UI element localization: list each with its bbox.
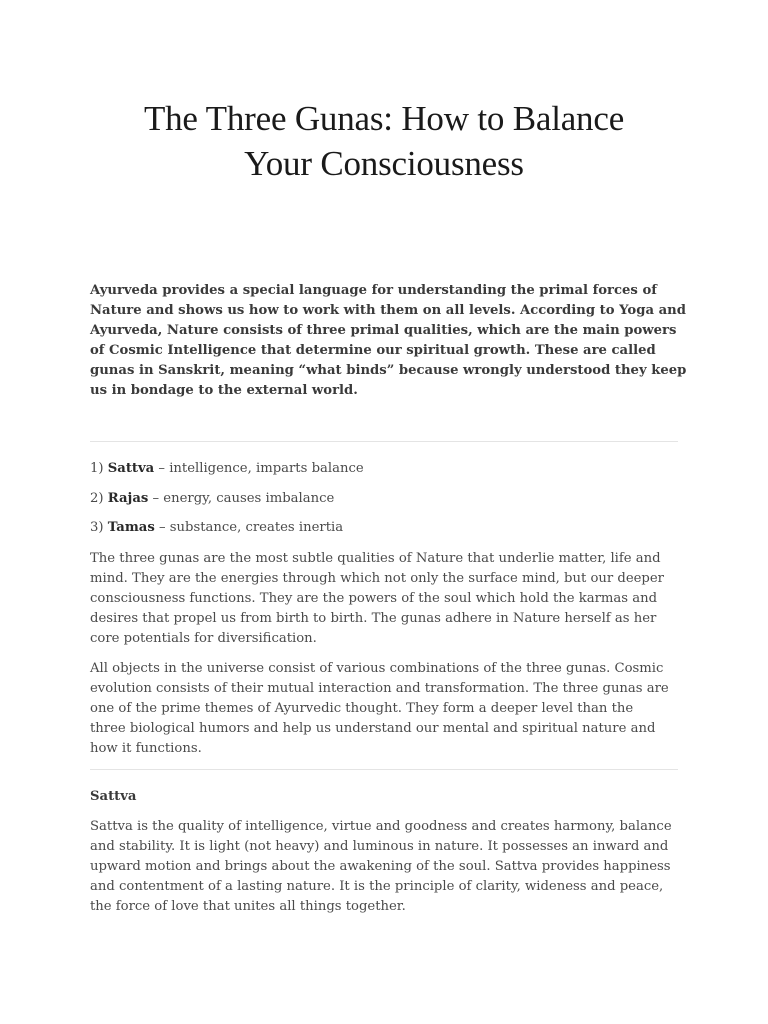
guna-name: Sattva — [107, 461, 155, 476]
intro-paragraph — [90, 281, 687, 401]
paragraph-line: desires that propel us from birth to birth. The gunas adhere in Nature herself as her — [90, 611, 657, 626]
paragraph-line: and contentment of a lasting nature. It is the principle of clarity, wideness and peace, — [90, 879, 664, 894]
body-paragraph-combinations — [90, 659, 690, 759]
paragraph-line: The three gunas are the most subtle qualities of Nature that underlie matter, life and — [90, 551, 661, 566]
guna-description: – intelligence, imparts balance — [154, 461, 364, 476]
paragraph-line: consciousness functions. They are the powers of the soul which hold the karmas and — [90, 591, 658, 606]
guna-name: Tamas — [107, 520, 155, 535]
paragraph-line: upward motion and brings about the awakening of the soul. Sattva provides happiness — [90, 859, 671, 874]
section-divider — [90, 769, 678, 770]
intro-line: us in bondage to the external world. — [90, 383, 358, 398]
guna-list-item-tamas — [90, 518, 343, 538]
guna-description: – substance, creates inertia — [154, 520, 344, 535]
paragraph-line: core potentials for diversification. — [90, 631, 317, 646]
intro-line: Ayurveda provides a special language for understanding the primal forces of — [90, 283, 657, 298]
intro-line: Ayurveda, Nature consists of three primal qualities, which are the main powers — [90, 323, 677, 338]
paragraph-line: All objects in the universe consist of various combinations of the three gunas. Cosmic — [90, 661, 664, 676]
intro-line: gunas in Sanskrit, meaning “what binds” because wrongly understood they keep — [90, 363, 687, 378]
guna-description: – energy, causes imbalance — [148, 491, 335, 506]
section-heading-sattva: Sattva — [90, 789, 137, 804]
guna-list-item-rajas — [90, 489, 334, 509]
body-paragraph-sattva — [90, 817, 690, 917]
list-number: 1) — [90, 461, 104, 476]
guna-list-item-sattva — [90, 459, 364, 479]
paragraph-line: and stability. It is light (not heavy) and luminous in nature. It possesses an inward and — [90, 839, 669, 854]
body-paragraph-subtle-qualities — [90, 549, 690, 649]
paragraph-line: mind. They are the energies through which not only the surface mind, but our deeper — [90, 571, 664, 586]
title-line: Your Consciousness — [244, 144, 524, 183]
section-divider — [90, 441, 678, 442]
paragraph-line: one of the prime themes of Ayurvedic thought. They form a deeper level than the — [90, 701, 634, 716]
title-line: The Three Gunas: How to Balance — [143, 99, 625, 138]
guna-name: Rajas — [107, 491, 149, 506]
list-number: 2) — [90, 491, 104, 506]
paragraph-line: the force of love that unites all things together. — [90, 899, 406, 914]
paragraph-line: Sattva is the quality of intelligence, virtue and goodness and creates harmony, balance — [90, 819, 672, 834]
list-number: 3) — [90, 520, 104, 535]
intro-line: of Cosmic Intelligence that determine our spiritual growth. These are called — [90, 343, 656, 358]
paragraph-line: how it functions. — [90, 741, 202, 756]
page-title — [60, 96, 708, 186]
paragraph-line: three biological humors and help us understand our mental and spiritual nature and — [90, 721, 656, 736]
paragraph-line: evolution consists of their mutual interaction and transformation. The three gunas are — [90, 681, 669, 696]
intro-line: Nature and shows us how to work with them on all levels. According to Yoga and — [90, 303, 686, 318]
